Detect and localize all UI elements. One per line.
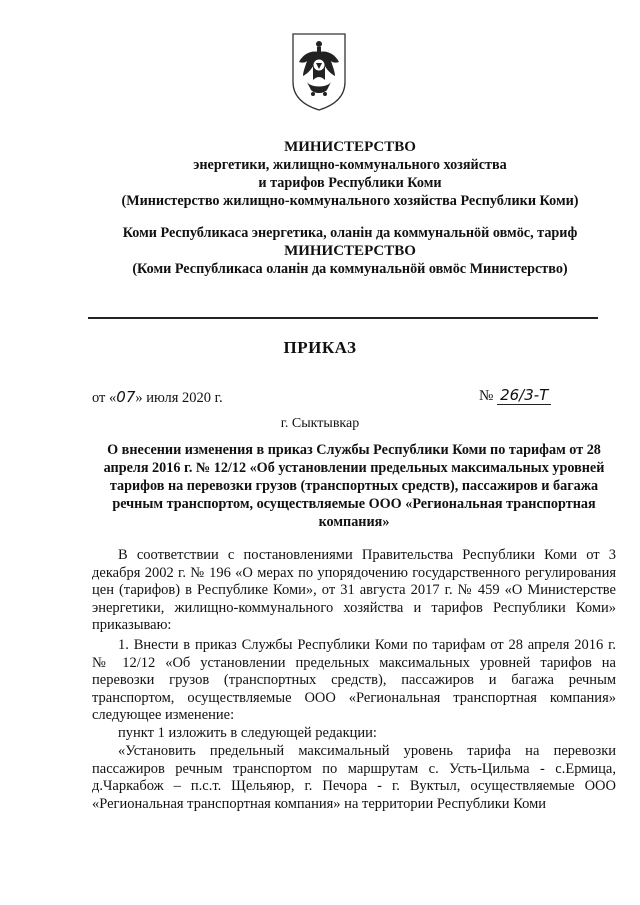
ministry-header-komi — [60, 224, 640, 278]
date-day-handwritten: 07 — [116, 388, 136, 406]
ministry-title: МИНИСТЕРСТВО — [284, 139, 416, 155]
order-number — [479, 386, 551, 405]
date-suffix: » июля 2020 г. — [135, 390, 223, 406]
ministry-name-line: энергетики, жилищно-коммунального хозяйства — [193, 157, 507, 173]
number-handwritten: 26/3-Т — [497, 386, 551, 405]
paragraph-preamble: В соответствии с постановлениями Правительства Республики Коми от 3 декабря 2002 г. № 196 «О мерах по упорядочению государственного регулирования цен (тарифов) в Республике Коми», от 31 августа 2017 г. № 459 «О Министерстве энергетики, жилищно-коммунального хозяйства и тарифов Республики Коми» приказываю: — [92, 547, 616, 633]
order-date — [92, 388, 223, 407]
paragraph-sub-item: пункт 1 изложить в следующей редакции: — [118, 725, 377, 741]
number-sign: № — [479, 388, 494, 404]
ministry-name-line: и тарифов Республики Коми — [258, 175, 442, 191]
header-divider — [88, 317, 598, 319]
komi-republic-emblem-icon — [287, 30, 351, 114]
coat-of-arms-emblem — [287, 30, 351, 114]
order-subject: О внесении изменения в приказ Службы Республики Коми по тарифам от 28 апреля 2016 г. № 12/12 «Об установлении предельных максимальных уровней тарифов на перевозки грузов (транспортных средств), пассажиров и багажа речным транспортом, осуществляемые ООО «Региональная транспортная компания» — [103, 442, 605, 530]
paragraph-item-1: 1. Внести в приказ Службы Республики Коми по тарифам от 28 апреля 2016 г. № 12/12 «Об установлении предельных максимальных уровней тарифов на перевозки грузов (транспортных средств), пассажиров и багажа речным транспортом, осуществляемые ООО «Региональная транспортная компания» следующее изменение: — [92, 637, 616, 723]
ministry-header-russian — [60, 138, 640, 210]
ministry-short-name: (Министерство жилищно-коммунального хозяйства Республики Коми) — [121, 193, 579, 209]
paragraph-quoted-text: «Установить предельный максимальный уровень тарифа на перевозки пассажиров речным транспортом по маршрутам с. Усть-Цильма - с.Ермица, д.Чаркабож – п.с.т. Щельяюр, г. Печора - г. Вуктыл, осуществляемые ООО «Региональная транспортная компания» на территории Республики Коми — [92, 743, 616, 812]
date-prefix: от « — [92, 390, 117, 406]
ministry-title-komi: МИНИСТЕРСТВО — [284, 243, 416, 259]
document-type-title: ПРИКАЗ — [283, 338, 357, 357]
ministry-name-komi-line: Коми Республикаса энергетика, оланiн да коммунальнöй овмöс, тариф — [122, 225, 578, 241]
ministry-short-name-komi: (Коми Республикаса оланiн да коммунальнöй овмöс Министерство) — [132, 261, 568, 277]
city-name: г. Сыктывкар — [280, 416, 360, 431]
